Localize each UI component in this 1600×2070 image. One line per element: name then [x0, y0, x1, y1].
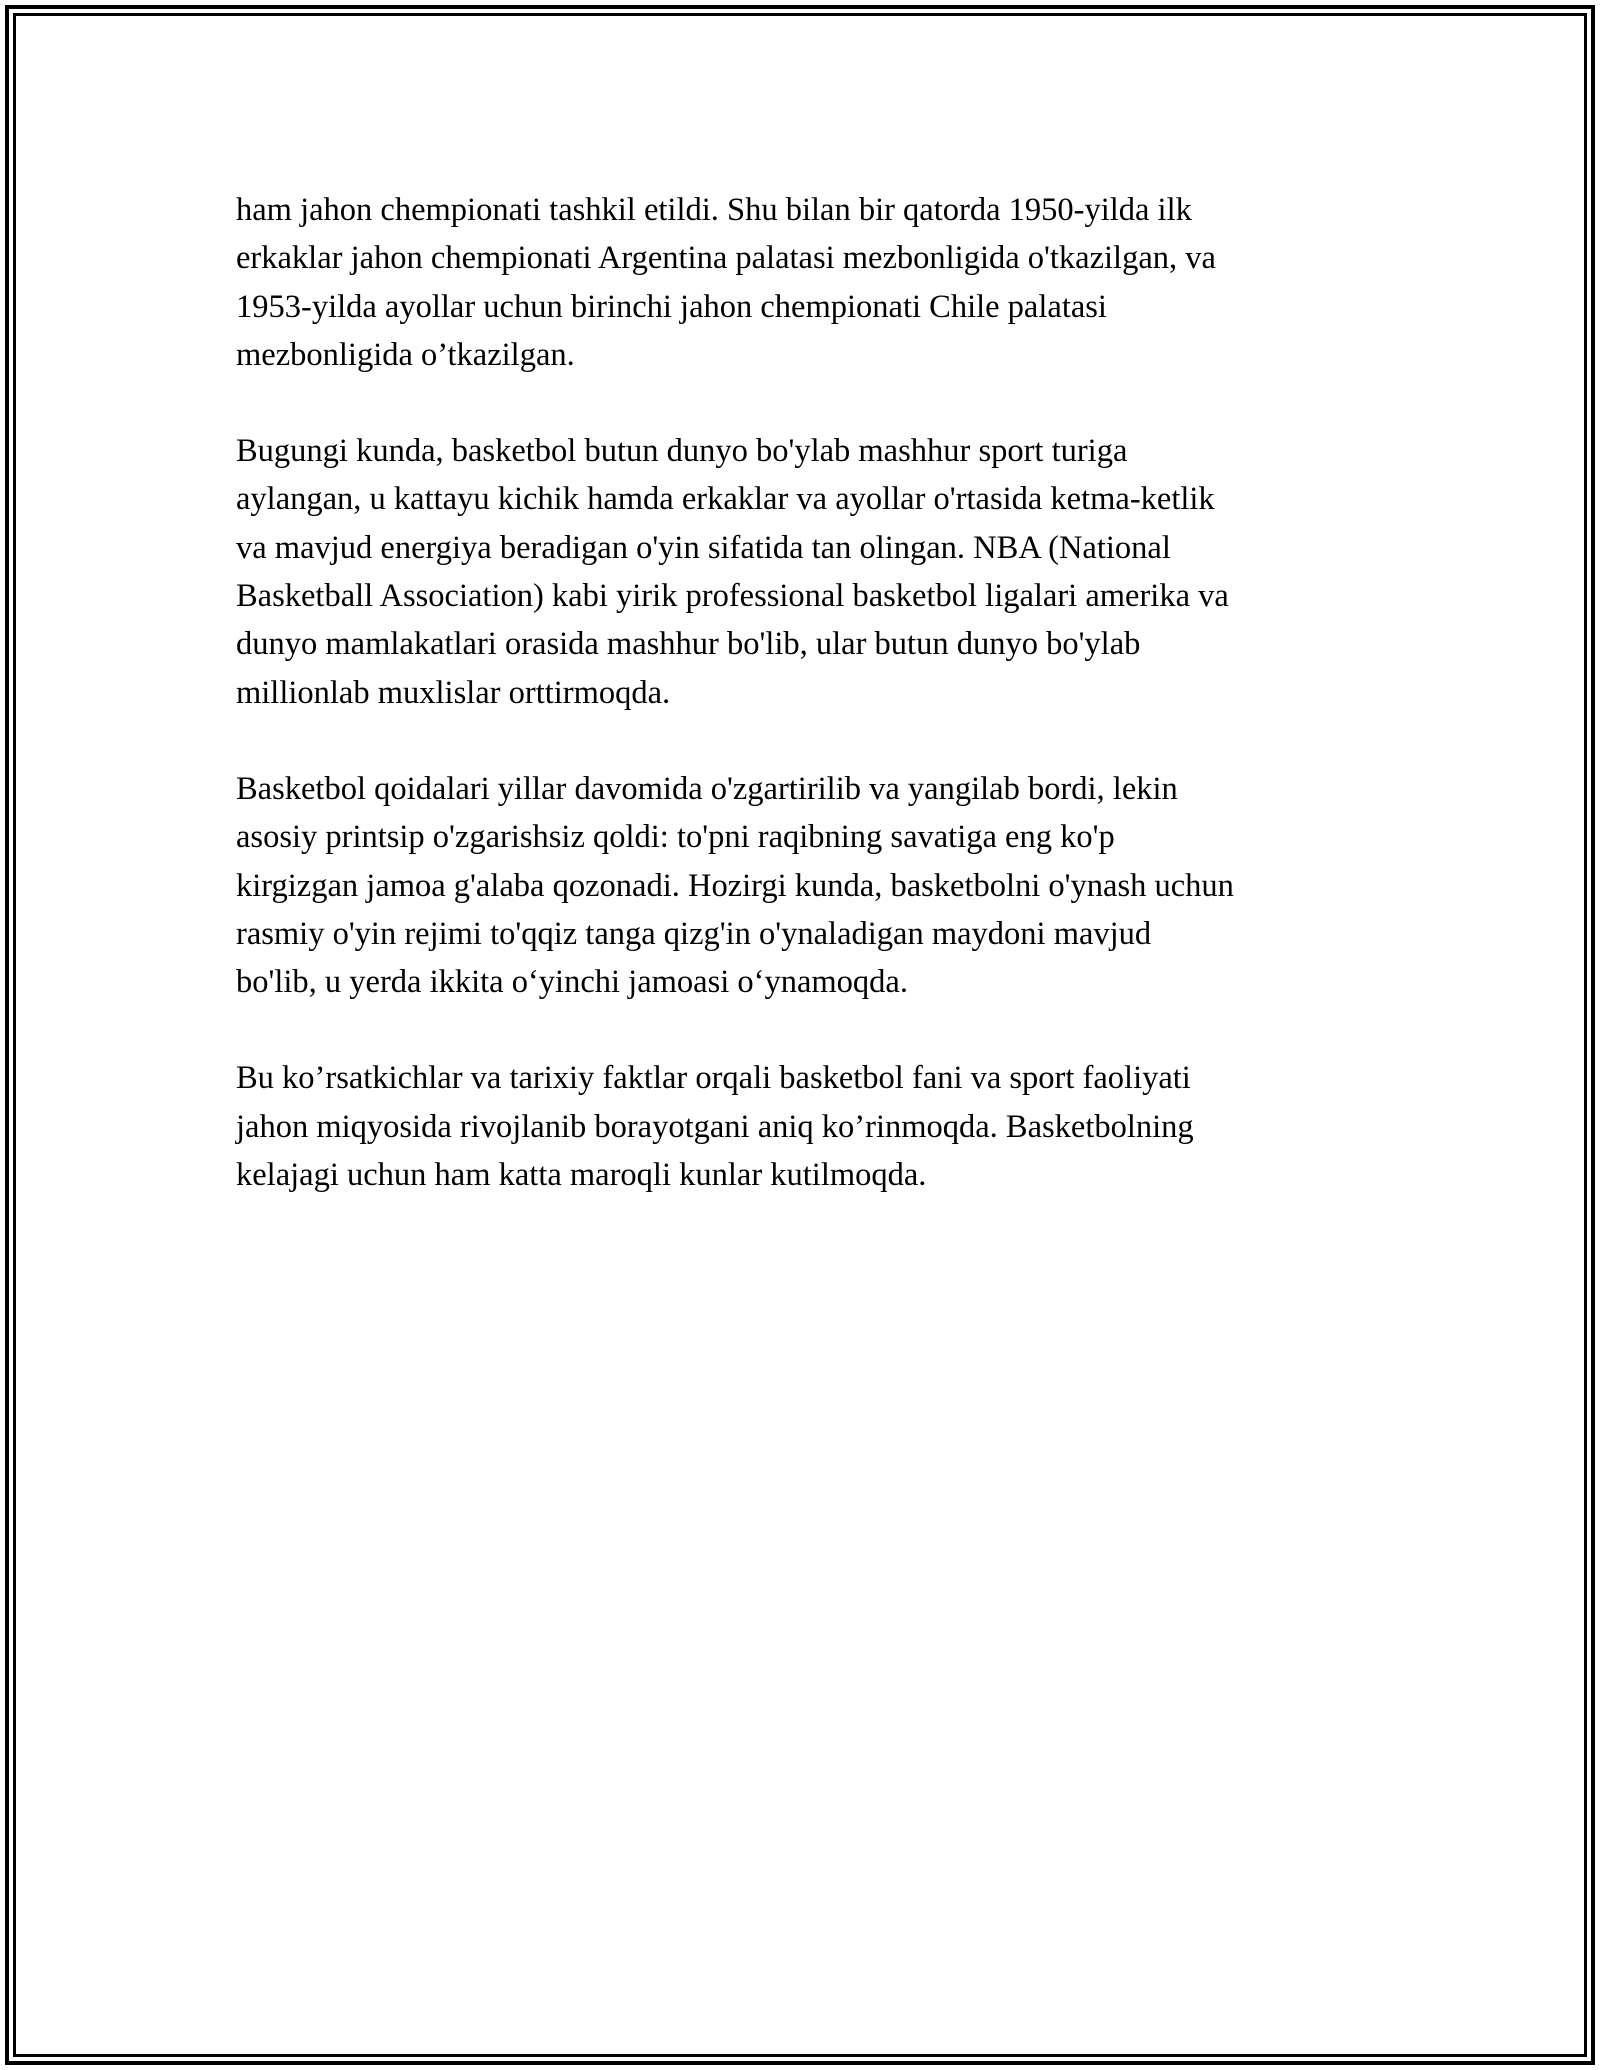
text-line: Bu ko’rsatkichlar va tarixiy faktlar orqali basketbol fani va sport faoliyati [236, 1060, 1191, 1097]
text-line: va mavjud energiya beradigan o'yin sifatida tan olingan. NBA (National [236, 529, 1171, 566]
document-body [236, 186, 1386, 1247]
paragraph-xulosa [236, 1054, 1386, 1199]
text-line: erkaklar jahon chempionati Argentina palatasi mezbonligida o'tkazilgan, va [236, 240, 1216, 277]
text-line: rasmiy o'yin rejimi to'qqiz tanga qizg'in o'ynaladigan maydoni mavjud [236, 915, 1152, 952]
text-line: Bugungi kunda, basketbol butun dunyo bo'ylab mashhur sport turiga [236, 433, 1128, 470]
text-line: asosiy printsip o'zgarishsiz qoldi: to'pni raqibning savatiga eng ko'p [236, 819, 1115, 856]
text-line: dunyo mamlakatlari orasida mashhur bo'lib, ular butun dunyo bo'ylab [236, 626, 1141, 663]
text-line: ham jahon chempionati tashkil etildi. Shu bilan bir qatorda 1950-yilda ilk [236, 192, 1192, 228]
text-line: bo'lib, u yerda ikkita o‘yinchi jamoasi o‘ynamoqda. [236, 964, 908, 1001]
text-line: Basketbol qoidalari yillar davomida o'zgartirilib va yangilab bordi, lekin [236, 770, 1178, 807]
text-line: 1953-yilda ayollar uchun birinchi jahon chempionati Chile palatasi [236, 288, 1107, 325]
paragraph-chempionat [236, 186, 1386, 379]
paragraph-qoidalar [236, 765, 1386, 1006]
text-line: kirgizgan jamoa g'alaba qozonadi. Hozirgi kunda, basketbolni o'ynash uchun [236, 867, 1234, 904]
text-line: millionlab muxlislar orttirmoqda. [236, 674, 671, 711]
text-line: aylangan, u kattayu kichik hamda erkaklar va ayollar o'rtasida ketma-ketlik [236, 481, 1215, 518]
text-line: kelajagi uchun ham katta maroqli kunlar kutilmoqda. [236, 1157, 927, 1194]
text-line: jahon miqyosida rivojlanib borayotgani aniq ko’rinmoqda. Basketbolning [236, 1108, 1194, 1145]
paragraph-bugungi-kunda [236, 427, 1386, 717]
text-line: Basketball Association) kabi yirik professional basketbol ligalari amerika va [236, 578, 1229, 615]
text-line: mezbonligida o’tkazilgan. [236, 336, 575, 373]
